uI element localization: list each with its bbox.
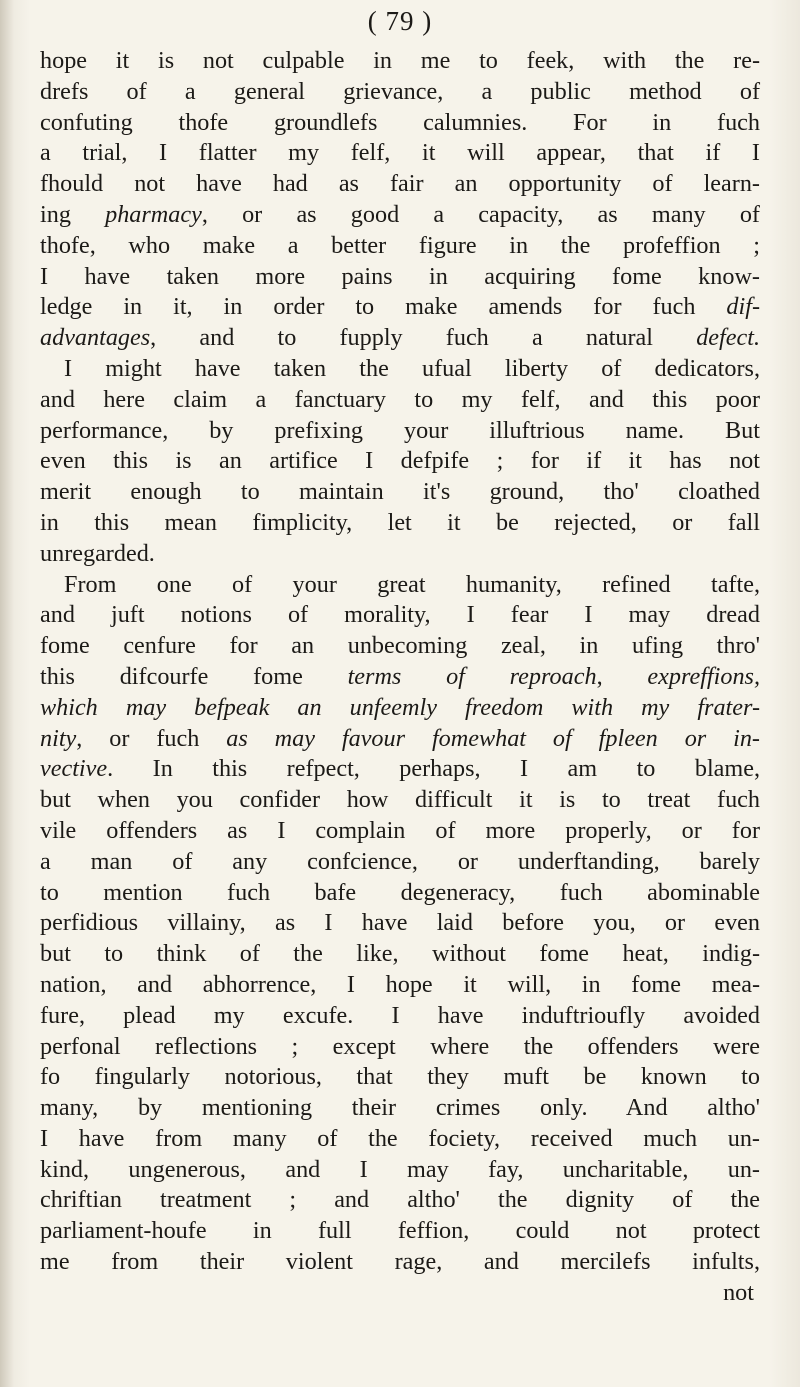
line-text: perfonal reflections ; except where the offenders were [40,1032,760,1060]
text-line [40,231,760,262]
italic-text: which may befpeak an unfeemly freedom with my frater- [40,693,760,721]
line-text: ing [40,200,106,228]
line-text: a trial, I flatter my felf, it will appear, that if I [40,139,760,167]
line-text: , or fuch [76,724,227,752]
line-text: From one of your great humanity, refined tafte, [64,570,760,598]
text-line [40,1185,760,1216]
text-line [40,1093,760,1124]
line-text: fure, plead my excufe. I have induftrioufly avoided [40,1001,760,1029]
text-line [40,570,760,601]
line-text: kind, ungenerous, and I may fay, uncharitable, un- [40,1155,760,1183]
line-text: , and to fupply fuch a natural [150,324,697,352]
text-line [40,416,760,447]
italic-text: as may favour fomewhat of fpleen or in- [226,724,760,752]
text-line [40,1155,760,1186]
line-text: but to think of the like, without fome heat, indig- [40,940,760,968]
text-line [40,908,760,939]
text-line [40,600,760,631]
line-text: unregarded. [40,539,155,567]
line-text: hope it is not culpable in me to feek, with the re- [40,47,760,74]
text-line [40,939,760,970]
italic-text: dif- [726,293,760,321]
line-text: but when you confider how difficult it is to treat fuch [40,786,760,814]
text-line [40,662,760,693]
text-line [40,354,760,385]
line-text: , or as good a capacity, as many of [201,200,760,228]
text-line [40,539,760,570]
text-line [40,385,760,416]
line-text: fhould not have had as fair an opportunity of learn- [40,170,760,198]
line-text: and here claim a fanctuary to my felf, and this poor [40,385,760,413]
text-line [40,200,760,231]
line-text: perfidious villainy, as I have laid before you, or even [40,909,760,937]
line-text: , [596,662,648,690]
text-line [40,785,760,816]
line-text: me from their violent rage, and mercilefs infults, [40,1248,760,1276]
line-text: parliament-houfe in full feffion, could not protect [40,1217,760,1245]
line-text: nation, and abhorrence, I hope it will, in fome mea- [40,970,760,998]
line-text: a man of any confcience, or underftanding, barely [40,847,760,875]
line-text: I have from many of the fociety, received much un- [40,1124,760,1152]
line-text: to mention fuch bafe degeneracy, fuch abominable [40,878,760,906]
line-text: performance, by prefixing your illuftrious name. But [40,416,760,444]
text-line [40,77,760,108]
text-line [40,693,760,724]
italic-text: defect. [696,324,760,352]
text-line [40,169,760,200]
line-text: I have taken more pains in acquiring fome know- [40,262,760,290]
page-number: ( 79 ) [367,6,433,36]
text-line [40,1032,760,1063]
italic-text: nity [40,724,77,752]
text-line [40,108,760,139]
line-text: vile offenders as I complain of more properly, or for [40,816,760,844]
line-text: fo fingularly notorious, that they muft be known to [40,1063,760,1091]
line-text: I might have taken the ufual liberty of dedicators, [64,354,760,382]
text-line [40,754,760,785]
body-text [40,46,760,1309]
line-text: even this is an artifice I defpife ; for if it has not [40,447,760,475]
text-line [40,816,760,847]
text-line [40,847,760,878]
line-text: thofe, who make a better figure in the profeffion ; [40,231,760,259]
line-text: this difcourfe fome [40,662,348,690]
text-line [40,1062,760,1093]
text-line [40,1247,760,1278]
text-line [40,1001,760,1032]
text-line [40,292,760,323]
text-line [40,138,760,169]
line-text: many, by mentioning their crimes only. And altho' [40,1094,760,1122]
line-text: merit enough to maintain it's ground, tho' cloathed [40,478,760,506]
text-line [40,1124,760,1155]
text-line [40,323,760,354]
italic-text: pharmacy [105,200,202,228]
line-text: not [723,1278,754,1306]
italic-text: vective [40,755,108,783]
text-line [40,508,760,539]
text-line [40,724,760,755]
catchword [40,1278,760,1309]
italic-text: expreffions, [647,662,760,690]
text-line [40,46,760,77]
line-text: in this mean fimplicity, let it be rejected, or fall [40,508,760,536]
line-text: chriftian treatment ; and altho' the dignity of the [40,1186,760,1214]
line-text: and juft notions of morality, I fear I may dread [40,601,760,629]
text-line [40,1216,760,1247]
italic-text: advantages [40,324,151,352]
text-line [40,262,760,293]
line-text: drefs of a general grievance, a public method of [40,77,760,105]
line-text: ledge in it, in order to make amends for fuch [40,293,727,321]
page-gutter [0,0,14,1387]
line-text: fome cenfure for an unbecoming zeal, in ufing thro' [40,632,760,660]
line-text: . In this refpect, perhaps, I am to blame, [107,755,760,783]
text-line [40,631,760,662]
line-text: confuting thofe groundlefs calumnies. For in fuch [40,108,760,136]
text-line [40,878,760,909]
text-line [40,970,760,1001]
italic-text: terms of reproach [347,662,597,690]
text-line [40,446,760,477]
text-line [40,477,760,508]
